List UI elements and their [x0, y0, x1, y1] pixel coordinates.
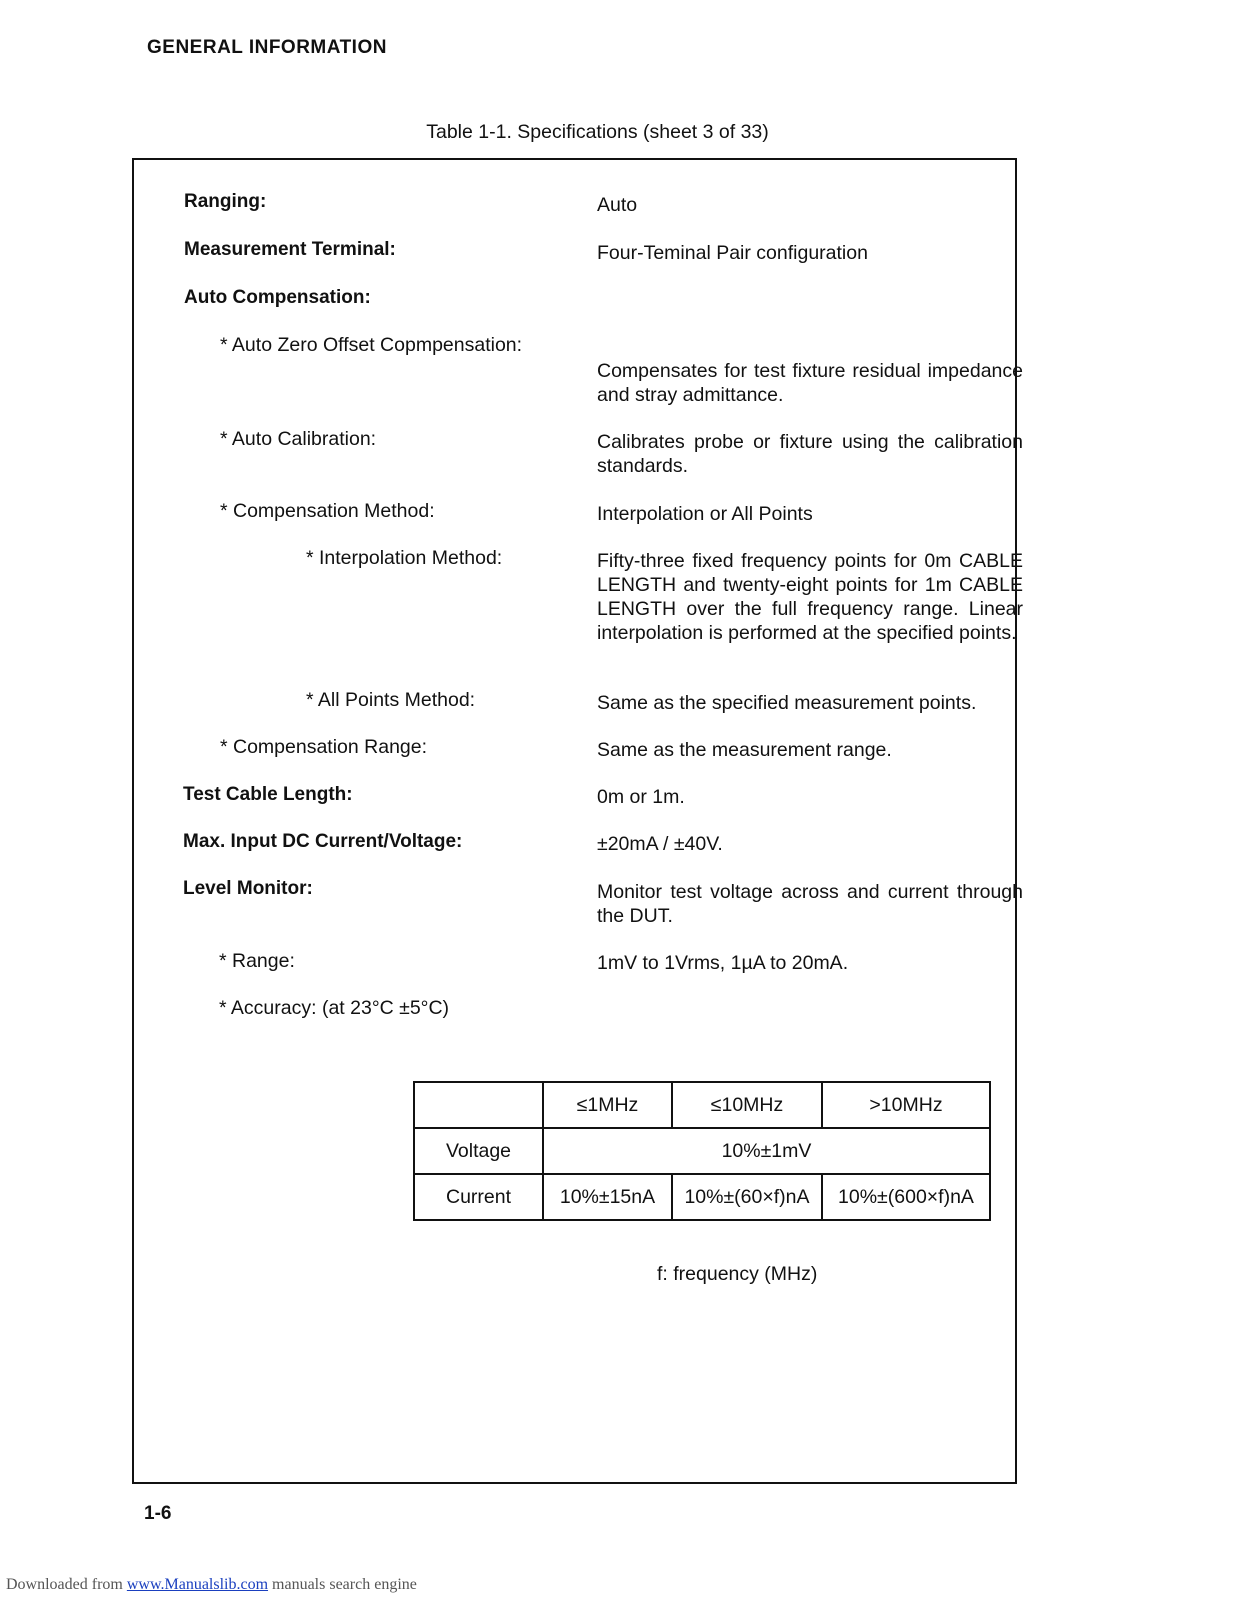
terminal-value: Four-Teminal Pair configuration: [597, 242, 868, 264]
compensation-method-label: * Compensation Method:: [220, 500, 435, 522]
accuracy-header-1mhz: ≤1MHz: [543, 1082, 672, 1128]
interpolation-method-label: * Interpolation Method:: [306, 547, 503, 569]
compensation-method-value: Interpolation or All Points: [597, 503, 813, 525]
level-monitor-value: Monitor test voltage across and current through the DUT.: [597, 881, 1023, 927]
auto-calibration-value: Calibrates probe or fixture using the calibration standards.: [597, 431, 1023, 477]
cable-length-label: Test Cable Length:: [183, 784, 353, 805]
accuracy-voltage-row: [414, 1128, 990, 1174]
accuracy-header-10mhz: ≤10MHz: [672, 1082, 822, 1128]
page-number: 1-6: [144, 1503, 172, 1524]
zero-offset-value: Compensates for test fixture residual impedance and stray admittance.: [597, 360, 1023, 406]
table-caption: Table 1-1. Specifications (sheet 3 of 33): [426, 121, 769, 143]
interpolation-method-value: Fifty-three fixed frequency points for 0m CABLE LENGTH and twenty-eight points for 1m CABLE LENGTH over the full frequency range. Linear interpolation is performed at the specified points.: [597, 550, 1023, 644]
zero-offset-label: * Auto Zero Offset Copmpensation:: [220, 334, 523, 356]
auto-calibration-label: * Auto Calibration:: [220, 428, 377, 450]
max-input-label: Max. Input DC Current/Voltage:: [183, 831, 463, 852]
all-points-method-value: Same as the specified measurement points.: [597, 692, 977, 714]
all-points-method-label: * All Points Method:: [306, 689, 476, 711]
auto-compensation-label: Auto Compensation:: [184, 287, 371, 308]
current-value-1mhz: 10%±15nA: [543, 1174, 672, 1220]
voltage-label: Voltage: [414, 1128, 543, 1174]
compensation-range-label: * Compensation Range:: [220, 736, 428, 758]
accuracy-table: [413, 1081, 991, 1221]
footer-suffix: manuals search engine: [268, 1576, 417, 1593]
voltage-value: 10%±1mV: [543, 1128, 990, 1174]
footer-prefix: Downloaded from: [6, 1576, 127, 1593]
frequency-note: f: frequency (MHz): [657, 1263, 818, 1285]
current-value-over10mhz: 10%±(600×f)nA: [822, 1174, 990, 1220]
ranging-value: Auto: [597, 194, 638, 216]
accuracy-header-over10mhz: >10MHz: [822, 1082, 990, 1128]
section-header: GENERAL INFORMATION: [147, 37, 387, 58]
range-value: 1mV to 1Vrms, 1µA to 20mA.: [597, 952, 849, 974]
accuracy-current-row: [414, 1174, 990, 1220]
current-value-10mhz: 10%±(60×f)nA: [672, 1174, 822, 1220]
download-footer: [6, 1576, 417, 1594]
accuracy-header-empty: [414, 1082, 543, 1128]
accuracy-label: * Accuracy: (at 23°C ±5°C): [219, 997, 450, 1019]
ranging-label: Ranging:: [184, 191, 267, 212]
range-label: * Range:: [219, 950, 295, 972]
terminal-label: Measurement Terminal:: [184, 239, 396, 260]
compensation-range-value: Same as the measurement range.: [597, 739, 892, 761]
accuracy-header-row: [414, 1082, 990, 1128]
manualslib-link[interactable]: www.Manualslib.com: [126, 1576, 269, 1593]
current-label: Current: [414, 1174, 543, 1220]
max-input-value: ±20mA / ±40V.: [597, 833, 723, 855]
level-monitor-label: Level Monitor:: [183, 878, 313, 899]
cable-length-value: 0m or 1m.: [597, 786, 685, 808]
